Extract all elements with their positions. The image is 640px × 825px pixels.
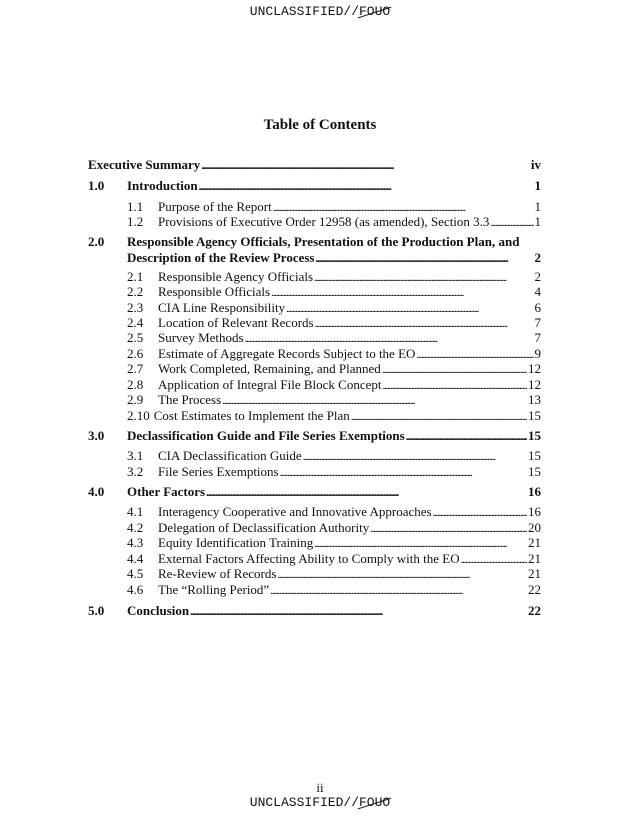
toc-entry-number: 2.3	[127, 300, 144, 315]
toc-entry-page: 21	[528, 535, 541, 550]
toc-entry-number: 3.0	[88, 428, 105, 443]
classification-marking: UNCLASSIFIED//	[249, 4, 359, 19]
toc-entry-number: 1.2	[127, 214, 144, 229]
toc-entry-page: 2	[534, 269, 541, 284]
dot-leader	[314, 535, 527, 552]
toc-entry-number: 2.0	[88, 234, 105, 249]
toc-entry-page: iv	[530, 157, 541, 172]
toc-entry-page: 13	[528, 392, 541, 407]
toc-entry-number: 2.8	[127, 377, 144, 392]
toc-entry-page: 1	[534, 178, 541, 193]
toc-entry-title: Delegation of Declassification Authority	[158, 520, 370, 535]
toc-entry[interactable]	[127, 603, 541, 620]
toc-entry-page: 6	[534, 300, 541, 315]
dot-leader	[433, 504, 527, 521]
page-title: Table of Contents	[263, 117, 377, 133]
toc-entry-page: 21	[528, 551, 541, 566]
toc-entry-number: 3.1	[127, 448, 144, 463]
toc-entry-page: 21	[528, 566, 541, 581]
toc-entry-page: 7	[534, 315, 541, 330]
toc-entry-title: Provisions of Executive Order 12958 (as amended), Section 3.3	[158, 214, 490, 229]
toc-entry-number: 4.0	[88, 484, 105, 499]
toc-entry-page: 7	[534, 330, 541, 345]
toc-entry-number: 4.4	[127, 551, 144, 566]
dot-leader	[190, 603, 527, 620]
toc-entry-number: 2.10	[127, 408, 150, 423]
toc-entry-title: Re-Review of Records	[158, 566, 277, 581]
toc-entry-page: 12	[528, 377, 541, 392]
toc-entry[interactable]	[158, 361, 541, 378]
toc-entry-number: 2.9	[127, 392, 144, 407]
toc-entry[interactable]	[158, 392, 541, 409]
toc-entry-page: 16	[528, 484, 541, 499]
toc-entry-page: 9	[534, 346, 541, 361]
toc-entry-number: 3.2	[127, 464, 144, 479]
toc-entry[interactable]	[158, 566, 541, 583]
toc-entry-page: 15	[528, 428, 541, 443]
toc-entry-title: External Factors Affecting Ability to Comply with the EO	[158, 551, 460, 566]
toc-entry-title: Equity Identification Training	[158, 535, 314, 550]
toc-entry-title: Survey Methods	[158, 330, 244, 345]
toc-entry-page: 20	[528, 520, 541, 535]
classification-footer	[0, 795, 640, 810]
toc-entry-title: Work Completed, Remaining, and Planned	[158, 361, 381, 376]
dot-leader	[206, 484, 527, 501]
toc-entry-number: 1.0	[88, 178, 105, 193]
toc-entry[interactable]	[158, 284, 541, 301]
toc-entry-number: 5.0	[88, 603, 105, 618]
toc-entry-title: Executive Summary	[88, 157, 201, 172]
dot-leader	[406, 428, 527, 445]
toc-entry-number: 2.2	[127, 284, 144, 299]
dot-leader	[490, 214, 533, 231]
toc-entry-number: 2.4	[127, 315, 144, 330]
toc-entry-page: 1	[534, 199, 541, 214]
struck-marking: FOUO	[359, 4, 391, 19]
toc-entry[interactable]	[158, 582, 541, 599]
dot-leader	[280, 464, 527, 481]
toc-entry-number: 2.1	[127, 269, 144, 284]
dot-leader	[382, 361, 527, 378]
toc-entry-number: 4.6	[127, 582, 144, 597]
toc-entry-number: 4.1	[127, 504, 144, 519]
toc-entry-title: File Series Exemptions	[158, 464, 279, 479]
toc-entry-page: 22	[528, 582, 541, 597]
toc-entry-number: 1.1	[127, 199, 144, 214]
toc-entry-page: 12	[528, 361, 541, 376]
toc-entry-title: Introduction	[127, 178, 198, 193]
toc-entry[interactable]	[88, 157, 541, 174]
toc-entry-title: Application of Integral File Block Concept	[158, 377, 382, 392]
dot-leader	[270, 582, 527, 599]
dot-leader	[222, 392, 527, 409]
toc-entry-page: 15	[528, 464, 541, 479]
toc-entry-page: 16	[528, 504, 541, 519]
dot-leader	[245, 330, 534, 347]
classification-header	[0, 4, 640, 19]
dot-leader	[316, 250, 534, 267]
toc-entry[interactable]	[127, 178, 541, 195]
toc-entry-title: Responsible Agency Officials	[158, 269, 314, 284]
toc-entry-number: 2.7	[127, 361, 144, 376]
toc-entry-title: CIA Line Responsibility	[158, 300, 286, 315]
toc-entry[interactable]	[158, 214, 541, 231]
dot-leader	[303, 448, 527, 465]
toc-entry-title: Description of the Review Process	[127, 250, 315, 265]
toc-entry[interactable]	[158, 535, 541, 552]
toc-entry-title: Declassification Guide and File Series Exemptions	[127, 428, 405, 443]
dot-leader	[201, 157, 530, 174]
toc-entry[interactable]	[127, 250, 541, 267]
toc-entry-page: 15	[528, 408, 541, 423]
toc-entry-title: Other Factors	[127, 484, 206, 499]
toc-entry-number: 2.6	[127, 346, 144, 361]
toc-entry[interactable]	[127, 484, 541, 501]
toc-entry-number: 4.5	[127, 566, 144, 581]
dot-leader	[351, 408, 527, 425]
toc-entry-title: Location of Relevant Records	[158, 315, 314, 330]
toc-entry[interactable]	[158, 504, 541, 521]
toc-entry[interactable]	[127, 428, 541, 445]
dot-leader	[271, 284, 533, 301]
toc-entry-title: Estimate of Aggregate Records Subject to the EO	[158, 346, 416, 361]
page-number: ii	[316, 780, 324, 795]
toc-entry-page: 22	[528, 603, 541, 618]
toc-entry-number: 4.3	[127, 535, 144, 550]
classification-marking: UNCLASSIFIED//	[249, 795, 359, 810]
toc-entry-title: Conclusion	[127, 603, 190, 618]
dot-leader	[199, 178, 534, 195]
toc-entry-title: The “Rolling Period”	[158, 582, 270, 597]
toc-entry-title: Cost Estimates to Implement the Plan	[153, 408, 350, 423]
toc-entry[interactable]	[158, 330, 541, 347]
toc-entry-page: 15	[528, 448, 541, 463]
toc-entry-title: Responsible Officials	[158, 284, 271, 299]
struck-marking: FOUO	[359, 795, 391, 810]
toc-entry-number: 4.2	[127, 520, 144, 535]
toc-entry[interactable]	[158, 448, 541, 465]
toc-entry[interactable]	[158, 464, 541, 481]
toc-entry-title-line1: Responsible Agency Officials, Presentation of the Production Plan, and	[127, 234, 520, 249]
toc-entry-title: CIA Declassification Guide	[158, 448, 302, 463]
toc-entry[interactable]	[127, 408, 541, 425]
toc-entry-title: Purpose of the Report	[158, 199, 272, 214]
toc-entry-title: Interagency Cooperative and Innovative Approaches	[158, 504, 432, 519]
toc-entry-page: 4	[534, 284, 541, 299]
toc-entry-title: The Process	[158, 392, 222, 407]
dot-leader	[277, 566, 527, 583]
toc-entry-page: 1	[534, 214, 541, 229]
toc-entry-number: 2.5	[127, 330, 144, 345]
toc-entry-page: 2	[534, 250, 541, 265]
